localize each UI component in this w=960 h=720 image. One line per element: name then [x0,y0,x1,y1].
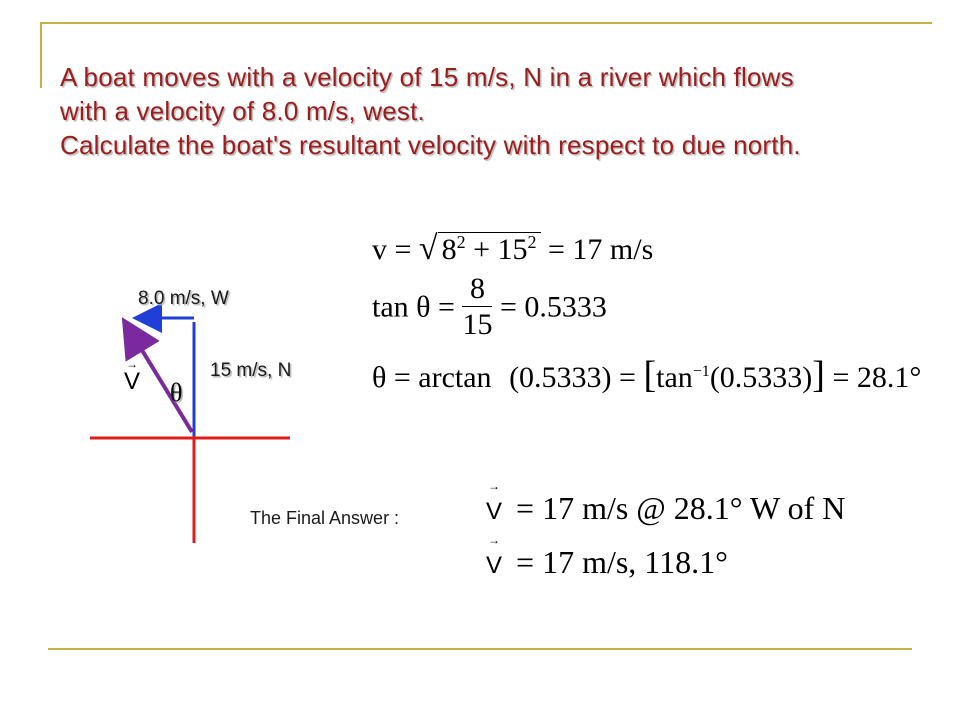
title-line-1: A boat moves with a velocity of 15 m/s, N in a river which flows [60,62,794,92]
angle-equation: $\theta = \arctan (0.5333) = [\tan^{-1}(0.5333)] = 28.1^\circ$ [372,354,922,396]
west-component-label: 8.0 m/s, W [138,288,229,309]
final-answer-label: The Final Answer : [250,508,400,528]
title-line-2: with a velocity of 8.0 m/s, west. [60,96,425,126]
resultant-vector-symbol: → V [124,357,141,395]
final-answer-line-2: → V = 17 m/s, 118.1° [486,533,728,580]
title-line-3: Calculate the boat's resultant velocity with respect to due north. [60,130,801,160]
theta-symbol: θ [170,378,183,407]
north-component-label: 15 m/s, N [210,360,292,381]
tangent-equation: tan θ = $\frac{8}{15}$ = 0.5333 [372,272,607,341]
final-answer-line-1: → V = 17 m/s @ 28.1° W of N [486,479,846,526]
magnitude-equation: v = √ $8^2 + 15^2 = 17$ m/s [372,230,654,267]
